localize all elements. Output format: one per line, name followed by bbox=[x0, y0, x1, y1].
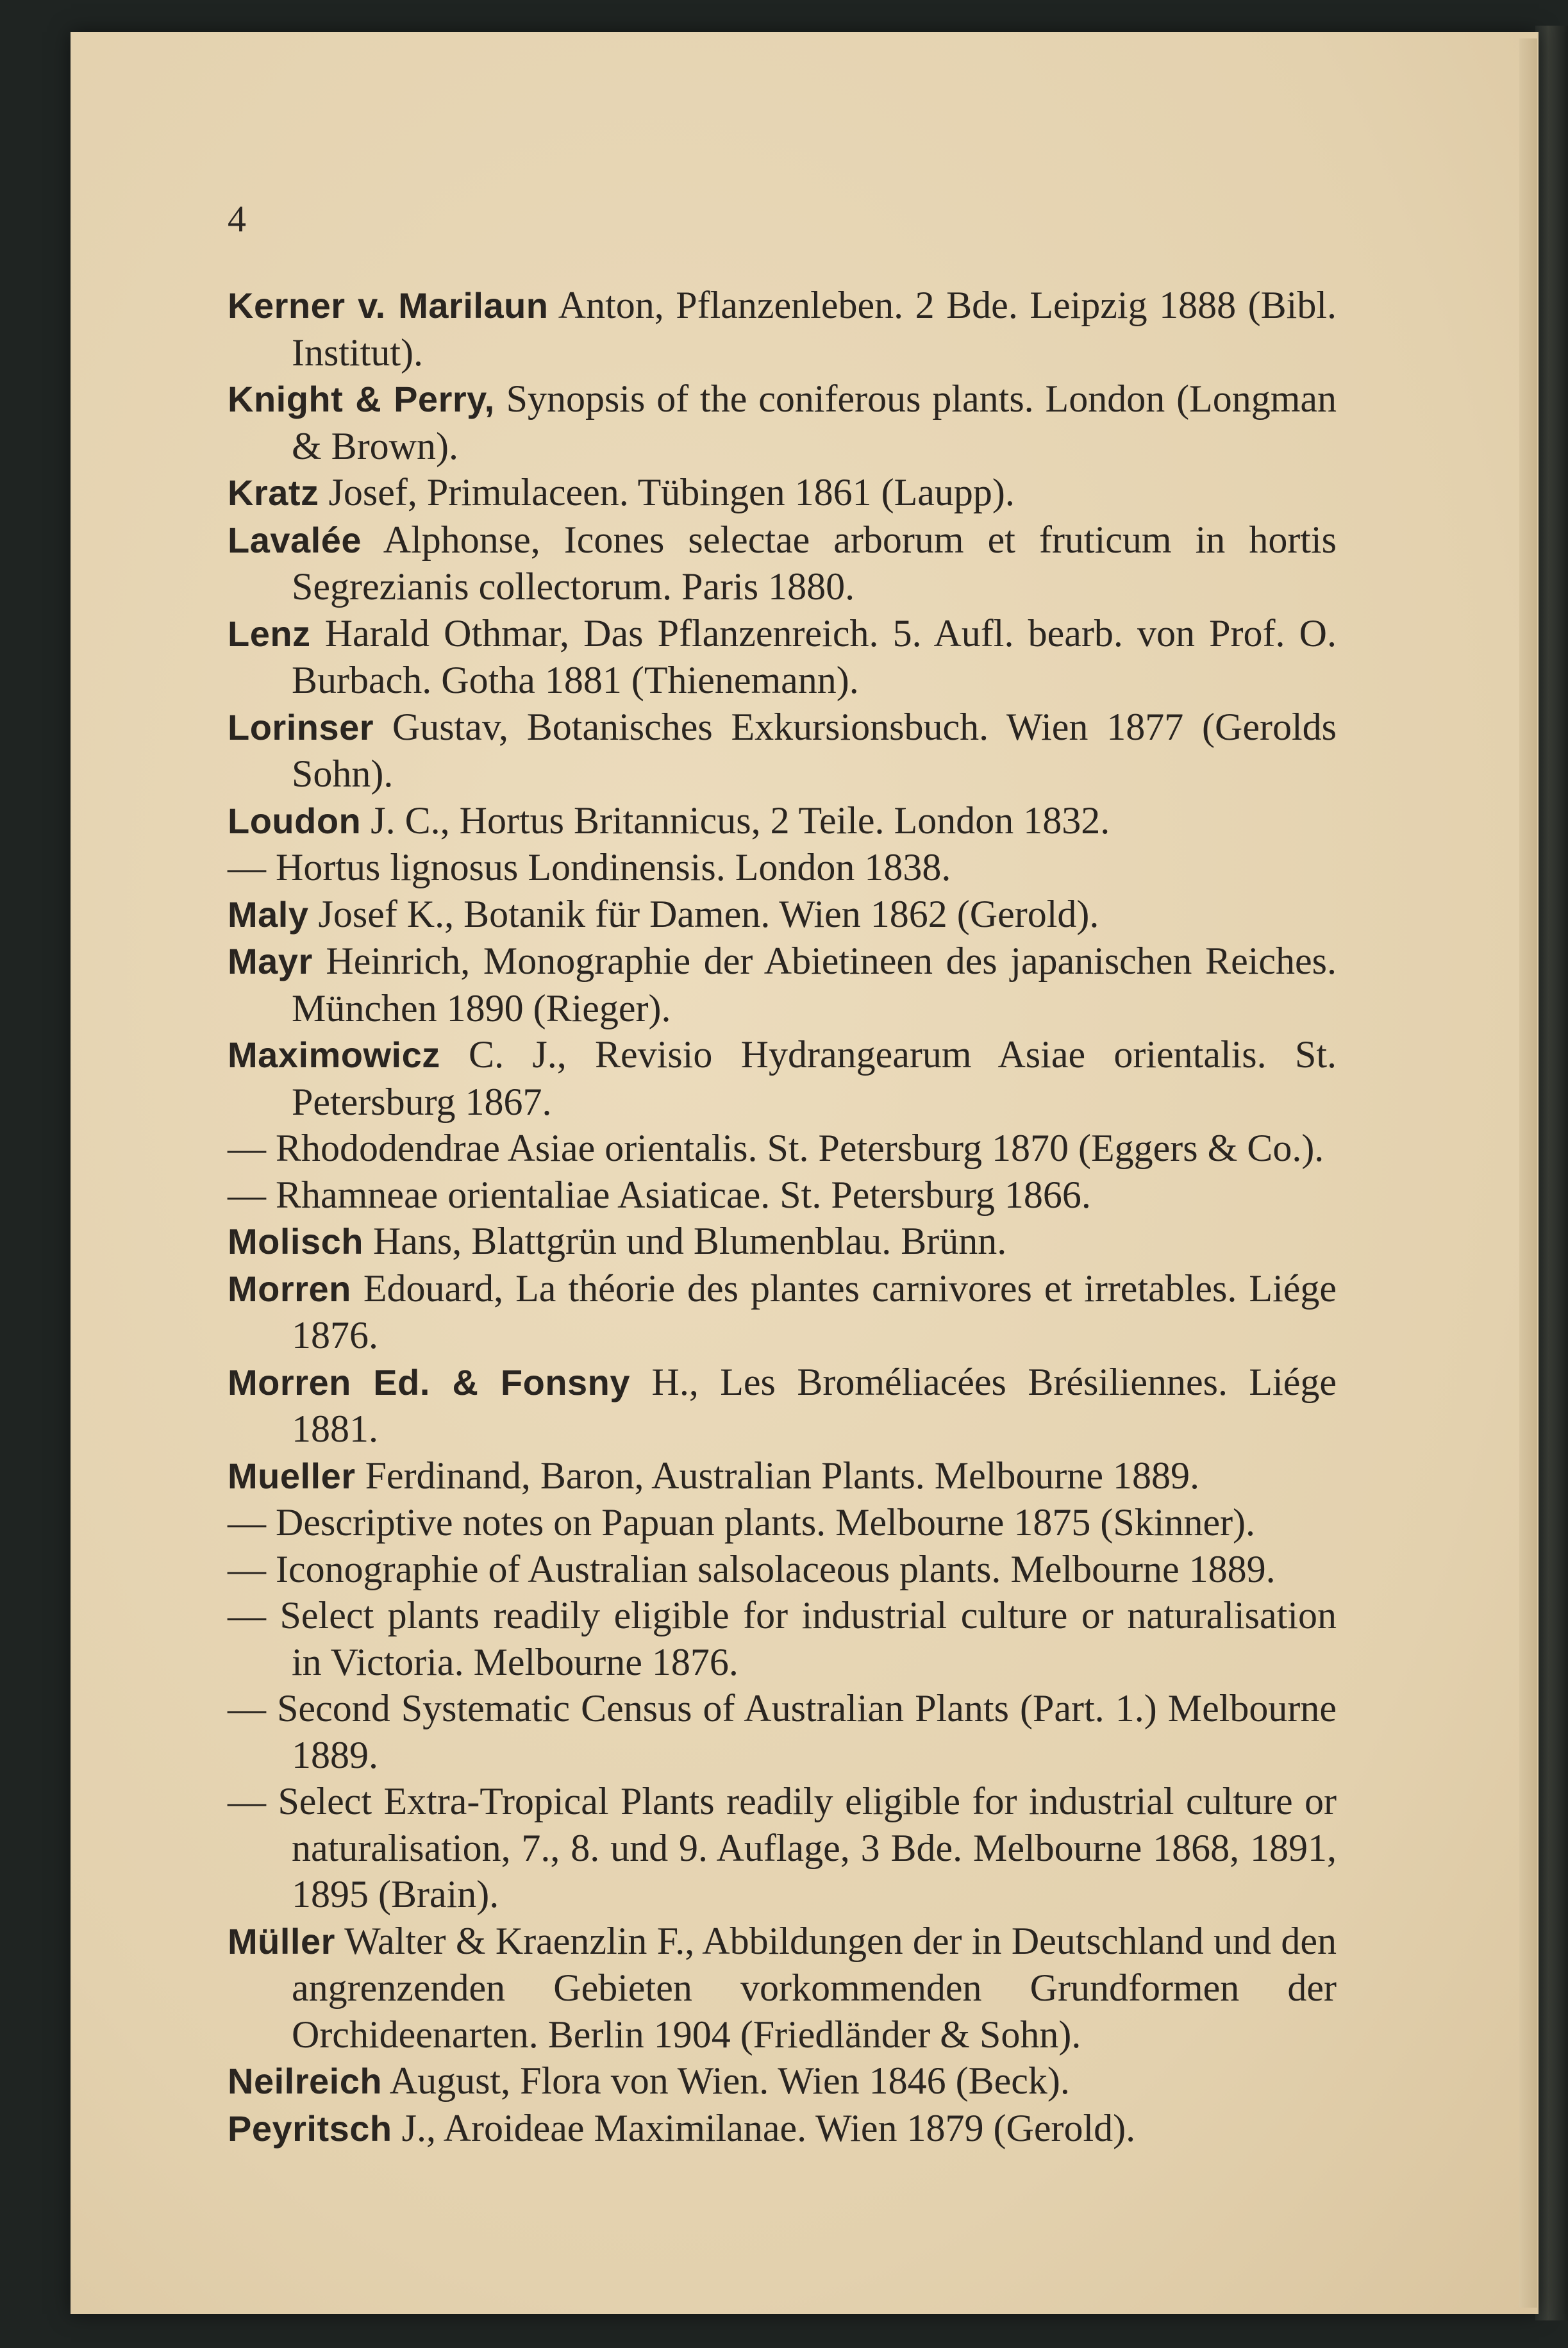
bibliography-entry bbox=[228, 938, 1337, 1031]
bibliography-entry bbox=[228, 1125, 1337, 1172]
entry-text: — Descriptive notes on Papuan plants. Melbourne 1875 (Skinner). bbox=[228, 1501, 1256, 1544]
entry-text: Josef K., Botanik für Damen. Wien 1862 (Gerold). bbox=[308, 892, 1099, 935]
entry-text: Josef, Primulaceen. Tübingen 1861 (Laupp). bbox=[319, 471, 1015, 513]
bibliography-entry bbox=[228, 1685, 1337, 1778]
entry-author: Molisch bbox=[228, 1221, 363, 1261]
entry-author: Maximowicz bbox=[228, 1035, 440, 1075]
entry-author: Neilreich bbox=[228, 2061, 383, 2101]
entry-text: — Second Systematic Census of Australian Plants (Part. 1.) Melbourne 1889. bbox=[228, 1687, 1337, 1776]
bibliography-entry bbox=[228, 610, 1337, 704]
bibliography-entry bbox=[228, 1499, 1337, 1546]
entry-text: Harald Othmar, Das Pflanzenreich. 5. Aufl. bearb. von Prof. O. Burbach. Gotha 1881 (Thienemann). bbox=[292, 612, 1337, 701]
entry-text: Edouard, La théorie des plantes carnivores et irretables. Liége 1876. bbox=[292, 1267, 1337, 1356]
bibliography-entry bbox=[228, 2105, 1337, 2152]
entry-text: J. C., Hortus Britannicus, 2 Teile. London 1832. bbox=[361, 799, 1110, 842]
entry-author: Müller bbox=[228, 1920, 335, 1961]
entry-text: Anton, Pflanzenleben. 2 Bde. Leipzig 1888 (Bibl. Institut). bbox=[292, 284, 1337, 374]
entry-text: — Hortus lignosus Londinensis. London 1838. bbox=[228, 846, 951, 888]
entry-author: Lenz bbox=[228, 613, 311, 654]
entry-author: Maly bbox=[228, 894, 309, 935]
entry-text: August, Flora von Wien. Wien 1846 (Beck). bbox=[382, 2060, 1070, 2102]
bibliography-entry bbox=[228, 1359, 1337, 1453]
entry-text: — Select Extra-Tropical Plants readily eligible for industrial culture or naturalisation, 7., 8. und 9. Auflage, 3 Bde. Melbourne 1868, 1891, 1895 (Brain). bbox=[228, 1780, 1337, 1915]
entry-text: Synopsis of the coniferous plants. London (Longman & Brown). bbox=[292, 378, 1337, 467]
entry-text: Walter & Kraenzlin F., Abbildungen der in Deutschland und den angrenzenden Gebieten vorkommenden Grundformen der Orchideenarten. Berlin 1904 (Friedländer & Sohn). bbox=[292, 1919, 1337, 2056]
book-spine bbox=[1535, 26, 1568, 2320]
bibliography-entry bbox=[228, 469, 1337, 517]
entry-author: Mueller bbox=[228, 1455, 356, 1496]
bibliography-entry bbox=[228, 1218, 1337, 1265]
entry-author: Morren bbox=[228, 1268, 351, 1309]
entry-text: — Rhododendrae Asiae orientalis. St. Petersburg 1870 (Eggers & Co.). bbox=[228, 1127, 1324, 1169]
bibliography-entry bbox=[228, 2058, 1337, 2105]
entry-text: Gustav, Botanisches Exkursionsbuch. Wien 1877 (Gerolds Sohn). bbox=[292, 705, 1337, 795]
entry-author: Lorinser bbox=[228, 706, 374, 747]
entry-author: Kerner v. Marilaun bbox=[228, 285, 549, 326]
entry-author: Mayr bbox=[228, 941, 313, 981]
entry-author: Knight & Perry, bbox=[228, 379, 495, 419]
entry-text: H., Les Broméliacées Brésiliennes. Liége 1881. bbox=[292, 1360, 1337, 1450]
entry-text: Alphonse, Icones selectae arborum et fruticum in hortis Segrezianis collectorum. Paris 1880. bbox=[292, 518, 1337, 608]
bibliography-entry bbox=[228, 1592, 1337, 1685]
bibliography-entry bbox=[228, 1546, 1337, 1593]
bibliography-entry bbox=[228, 891, 1337, 938]
entry-author: Morren Ed. & Fonsny bbox=[228, 1361, 631, 1403]
entry-text: — Select plants readily eligible for industrial culture or naturalisation in Victoria. Melbourne 1876. bbox=[228, 1594, 1337, 1683]
bibliography-entry bbox=[228, 1265, 1337, 1359]
entry-text: — Iconographie of Australian salsolaceous plants. Melbourne 1889. bbox=[228, 1547, 1276, 1590]
bibliography-entry bbox=[228, 1031, 1337, 1125]
bibliography-entry bbox=[228, 517, 1337, 610]
bibliography-list bbox=[228, 282, 1337, 2152]
entry-text: C. J., Revisio Hydrangearum Asiae orientalis. St. Petersburg 1867. bbox=[292, 1033, 1337, 1123]
entry-text: Heinrich, Monographie der Abietineen des japanischen Reiches. München 1890 (Rieger). bbox=[292, 940, 1337, 1029]
page-number: 4 bbox=[228, 198, 246, 240]
entry-text: — Rhamneae orientaliae Asiaticae. St. Petersburg 1866. bbox=[228, 1173, 1091, 1216]
entry-text: Hans, Blattgrün und Blumenblau. Brünn. bbox=[363, 1220, 1007, 1262]
bibliography-entry bbox=[228, 1453, 1337, 1500]
bibliography-entry bbox=[228, 844, 1337, 891]
entry-text: Ferdinand, Baron, Australian Plants. Melbourne 1889. bbox=[355, 1454, 1200, 1497]
entry-text: J., Aroideae Maximilanae. Wien 1879 (Gerold). bbox=[392, 2106, 1136, 2149]
bibliography-entry bbox=[228, 282, 1337, 376]
entry-author: Kratz bbox=[228, 472, 319, 513]
entry-author: Peyritsch bbox=[228, 2108, 392, 2149]
entry-author: Lavalée bbox=[228, 519, 362, 560]
bibliography-entry bbox=[228, 1172, 1337, 1219]
bibliography-entry bbox=[228, 1778, 1337, 1918]
entry-author: Loudon bbox=[228, 800, 362, 841]
bibliography-entry bbox=[228, 704, 1337, 797]
bibliography-entry bbox=[228, 376, 1337, 469]
bibliography-entry bbox=[228, 797, 1337, 845]
bibliography-entry bbox=[228, 1918, 1337, 2058]
page-edge bbox=[1519, 38, 1537, 2308]
